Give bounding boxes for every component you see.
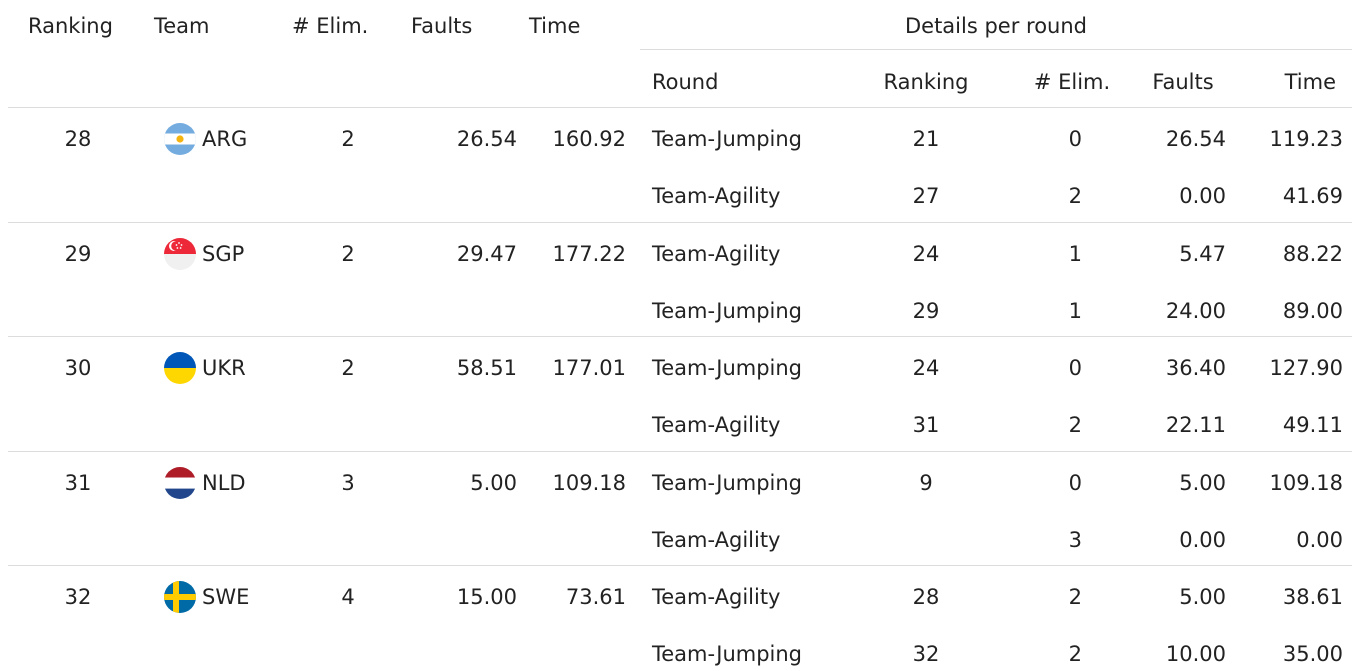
team-elim: 2 — [341, 242, 355, 266]
team-ranking: 30 — [64, 356, 92, 380]
team-ranking: 32 — [64, 585, 92, 609]
team-time: 177.01 — [552, 356, 626, 380]
col-header-round-ranking: Ranking — [883, 70, 969, 94]
team-ranking: 28 — [64, 127, 92, 151]
round-faults: 5.00 — [1179, 471, 1226, 495]
team-ranking: 31 — [64, 471, 92, 495]
team-time: 177.22 — [552, 242, 626, 266]
row-divider — [8, 565, 1352, 566]
argentina-flag-icon — [163, 122, 197, 156]
round-elim: 3 — [1068, 528, 1082, 552]
round-name: Team-Jumping — [652, 471, 803, 495]
team-faults: 29.47 — [456, 242, 517, 266]
col-header-round-faults: Faults — [1152, 70, 1214, 94]
round-elim: 2 — [1068, 413, 1082, 437]
round-time: 127.90 — [1269, 356, 1343, 380]
round-elim: 1 — [1068, 242, 1082, 266]
team-faults: 26.54 — [456, 127, 517, 151]
round-name: Team-Agility — [652, 184, 781, 208]
team-faults: 15.00 — [456, 585, 517, 609]
col-header-round: Round — [652, 70, 719, 94]
row-divider — [8, 107, 1352, 108]
round-ranking: 24 — [912, 242, 940, 266]
round-ranking: 29 — [912, 299, 940, 323]
col-header-time: Time — [529, 14, 581, 38]
netherlands-flag-icon — [163, 466, 197, 500]
round-name: Team-Agility — [652, 413, 781, 437]
round-name: Team-Agility — [652, 585, 781, 609]
team-faults: 58.51 — [456, 356, 517, 380]
round-name: Team-Jumping — [652, 642, 803, 666]
team-elim: 3 — [341, 471, 355, 495]
round-ranking: 9 — [919, 471, 933, 495]
singapore-flag-icon — [163, 237, 197, 271]
round-faults: 5.00 — [1179, 585, 1226, 609]
details-divider — [640, 49, 1352, 50]
round-ranking: 24 — [912, 356, 940, 380]
round-time: 38.61 — [1282, 585, 1343, 609]
round-ranking: 31 — [912, 413, 940, 437]
team-faults: 5.00 — [470, 471, 517, 495]
row-divider — [8, 336, 1352, 337]
col-header-round-elim: # Elim. — [1033, 70, 1111, 94]
round-time: 89.00 — [1282, 299, 1343, 323]
round-faults: 5.47 — [1179, 242, 1226, 266]
round-name: Team-Jumping — [652, 299, 803, 323]
team-ranking: 29 — [64, 242, 92, 266]
round-elim: 0 — [1068, 471, 1082, 495]
round-faults: 36.40 — [1165, 356, 1226, 380]
round-ranking: 21 — [912, 127, 940, 151]
round-ranking: 32 — [912, 642, 940, 666]
round-name: Team-Agility — [652, 242, 781, 266]
team-code: UKR — [202, 356, 246, 380]
team-time: 160.92 — [552, 127, 626, 151]
col-header-round-time: Time — [1284, 70, 1336, 94]
row-divider — [8, 222, 1352, 223]
team-code: SGP — [202, 242, 245, 266]
round-faults: 22.11 — [1165, 413, 1226, 437]
round-name: Team-Jumping — [652, 127, 803, 151]
round-elim: 2 — [1068, 642, 1082, 666]
ukraine-flag-icon — [163, 351, 197, 385]
round-elim: 1 — [1068, 299, 1082, 323]
round-elim: 2 — [1068, 184, 1082, 208]
col-header-elim: # Elim. — [292, 14, 369, 38]
round-faults: 26.54 — [1165, 127, 1226, 151]
round-time: 35.00 — [1282, 642, 1343, 666]
round-ranking: 27 — [912, 184, 940, 208]
team-time: 109.18 — [552, 471, 626, 495]
round-time: 88.22 — [1282, 242, 1343, 266]
team-time: 73.61 — [565, 585, 626, 609]
col-header-faults: Faults — [411, 14, 473, 38]
col-header-team: Team — [154, 14, 210, 38]
round-elim: 2 — [1068, 585, 1082, 609]
row-divider — [8, 451, 1352, 452]
team-elim: 4 — [341, 585, 355, 609]
round-ranking: 28 — [912, 585, 940, 609]
round-time: 49.11 — [1282, 413, 1343, 437]
round-time: 109.18 — [1269, 471, 1343, 495]
round-name: Team-Jumping — [652, 356, 803, 380]
round-faults: 24.00 — [1165, 299, 1226, 323]
round-elim: 0 — [1068, 127, 1082, 151]
team-code: ARG — [202, 127, 248, 151]
round-faults: 10.00 — [1165, 642, 1226, 666]
team-elim: 2 — [341, 127, 355, 151]
round-name: Team-Agility — [652, 528, 781, 552]
round-time: 119.23 — [1269, 127, 1343, 151]
round-faults: 0.00 — [1179, 528, 1226, 552]
round-elim: 0 — [1068, 356, 1082, 380]
round-time: 41.69 — [1282, 184, 1343, 208]
team-code: SWE — [202, 585, 250, 609]
team-code: NLD — [202, 471, 246, 495]
team-elim: 2 — [341, 356, 355, 380]
col-header-ranking: Ranking — [28, 14, 113, 38]
col-header-details: Details per round — [904, 14, 1087, 38]
round-time: 0.00 — [1296, 528, 1343, 552]
round-faults: 0.00 — [1179, 184, 1226, 208]
sweden-flag-icon — [163, 580, 197, 614]
